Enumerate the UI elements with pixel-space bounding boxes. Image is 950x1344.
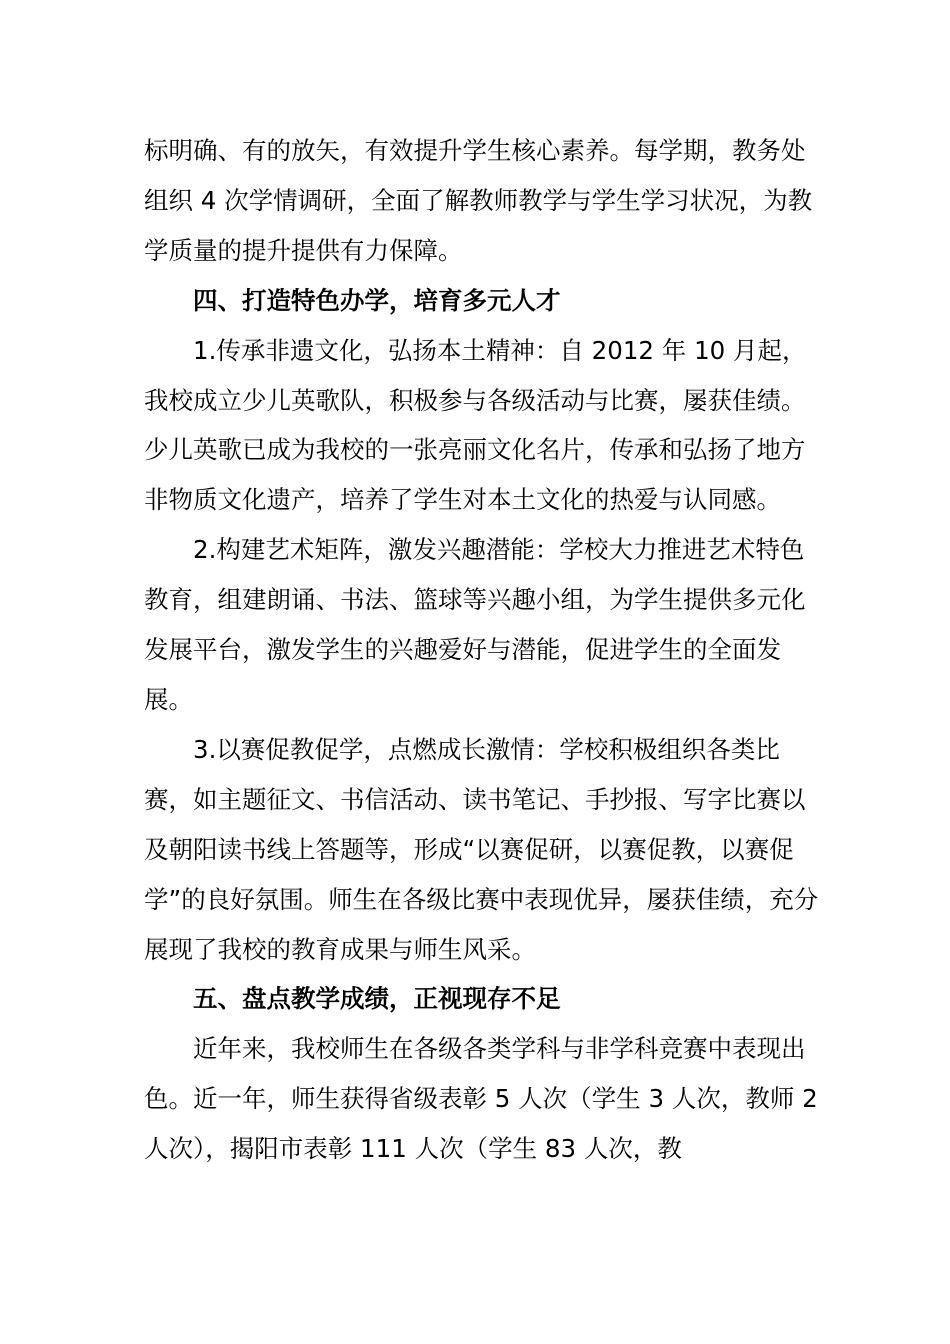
paragraph-competitions: 3.以赛促教促学，点燃成长激情：学校积极组织各类比赛，如主题征文、书信活动、读书笔记、手抄报、写字比赛以及朝阳读书线上答题等，形成“以赛促研，以赛促教，以赛促学”的良好氛围。师生在各级比赛中表现优异，屡获佳绩，充分展现了我校的教育成果与师生风采。	[144, 734, 819, 964]
paragraph-continuation: 标明确、有的放矢，有效提升学生核心素养。每学期，教务处组织 4 次学情调研，全面了解教师教学与学生学习状况，为教学质量的提升提供有力保障。	[144, 136, 813, 265]
paragraph-heritage-culture: 1.传承非遗文化，弘扬本土精神：自 2012 年 10 月起，我校成立少儿英歌队，积极参与各级活动与比赛，屡获佳绩。少儿英歌已成为我校的一张亮丽文化名片，传承和弘扬了地方非物质文化遗产，培养了学生对本土文化的热爱与认同感。	[144, 335, 807, 515]
paragraph-achievements: 近年来，我校师生在各级各类学科与非学科竞赛中表现出色。近一年，师生获得省级表彰 5 人次（学生 3 人次，教师 2 人次），揭阳市表彰 111 人次（学生 83 人次，教	[144, 1034, 818, 1164]
document-body	[144, 126, 819, 1174]
section-heading-five: 五、盘点教学成绩，正视现存不足	[193, 984, 561, 1014]
paragraph-art-matrix: 2.构建艺术矩阵，激发兴趣潜能：学校大力推进艺术特色教育，组建朗诵、书法、篮球等兴趣小组，为学生提供多元化发展平台，激发学生的兴趣爱好与潜能，促进学生的全面发展。	[144, 535, 806, 714]
section-heading-four: 四、打造特色办学，培育多元人才	[193, 285, 561, 315]
